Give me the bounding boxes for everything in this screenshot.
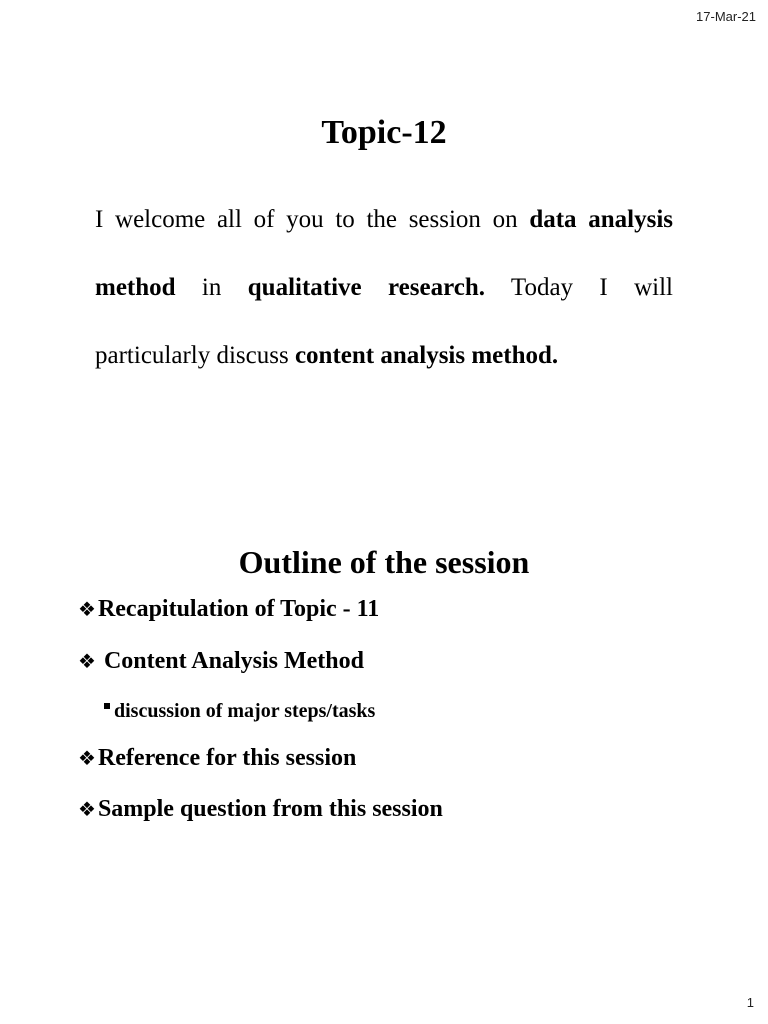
- outline-title: Outline of the session: [238, 544, 530, 580]
- welcome-bold-content-analysis: content analysis method.: [294, 342, 559, 369]
- diamond-bullet-icon: ❖: [78, 649, 96, 673]
- outline-subitem-label: discussion of major steps/tasks: [114, 700, 376, 722]
- square-bullet-icon: [104, 703, 110, 709]
- outline-item-label: Recapitulation of Topic - 11: [97, 596, 380, 622]
- welcome-text-2: in: [175, 274, 248, 301]
- outline-item-sample-question: [78, 796, 443, 823]
- outline-item-content-analysis: [78, 648, 364, 675]
- diamond-bullet-icon: ❖: [78, 597, 96, 621]
- diamond-bullet-icon: ❖: [78, 797, 96, 821]
- diamond-bullet-icon: ❖: [78, 746, 96, 770]
- welcome-text-3: Today I will particularly discuss: [95, 274, 674, 369]
- slide-date: 17-Mar-21: [696, 9, 756, 24]
- welcome-paragraph: [95, 186, 673, 390]
- welcome-text-1: I welcome all of you to the session on: [95, 206, 530, 233]
- welcome-bold-data-analysis: data analysis method: [95, 206, 674, 301]
- welcome-bold-qualitative: qualitative research.: [247, 274, 485, 301]
- outline-item-label: Reference for this session: [97, 745, 357, 771]
- topic-title: Topic-12: [321, 114, 447, 151]
- outline-item-label: Content Analysis Method: [97, 648, 364, 674]
- outline-subitem-major-steps: [104, 700, 375, 723]
- outline-item-label: Sample question from this session: [97, 796, 443, 822]
- outline-item-recapitulation: [78, 596, 379, 623]
- outline-item-reference: [78, 745, 356, 772]
- page-number: 1: [746, 995, 754, 1010]
